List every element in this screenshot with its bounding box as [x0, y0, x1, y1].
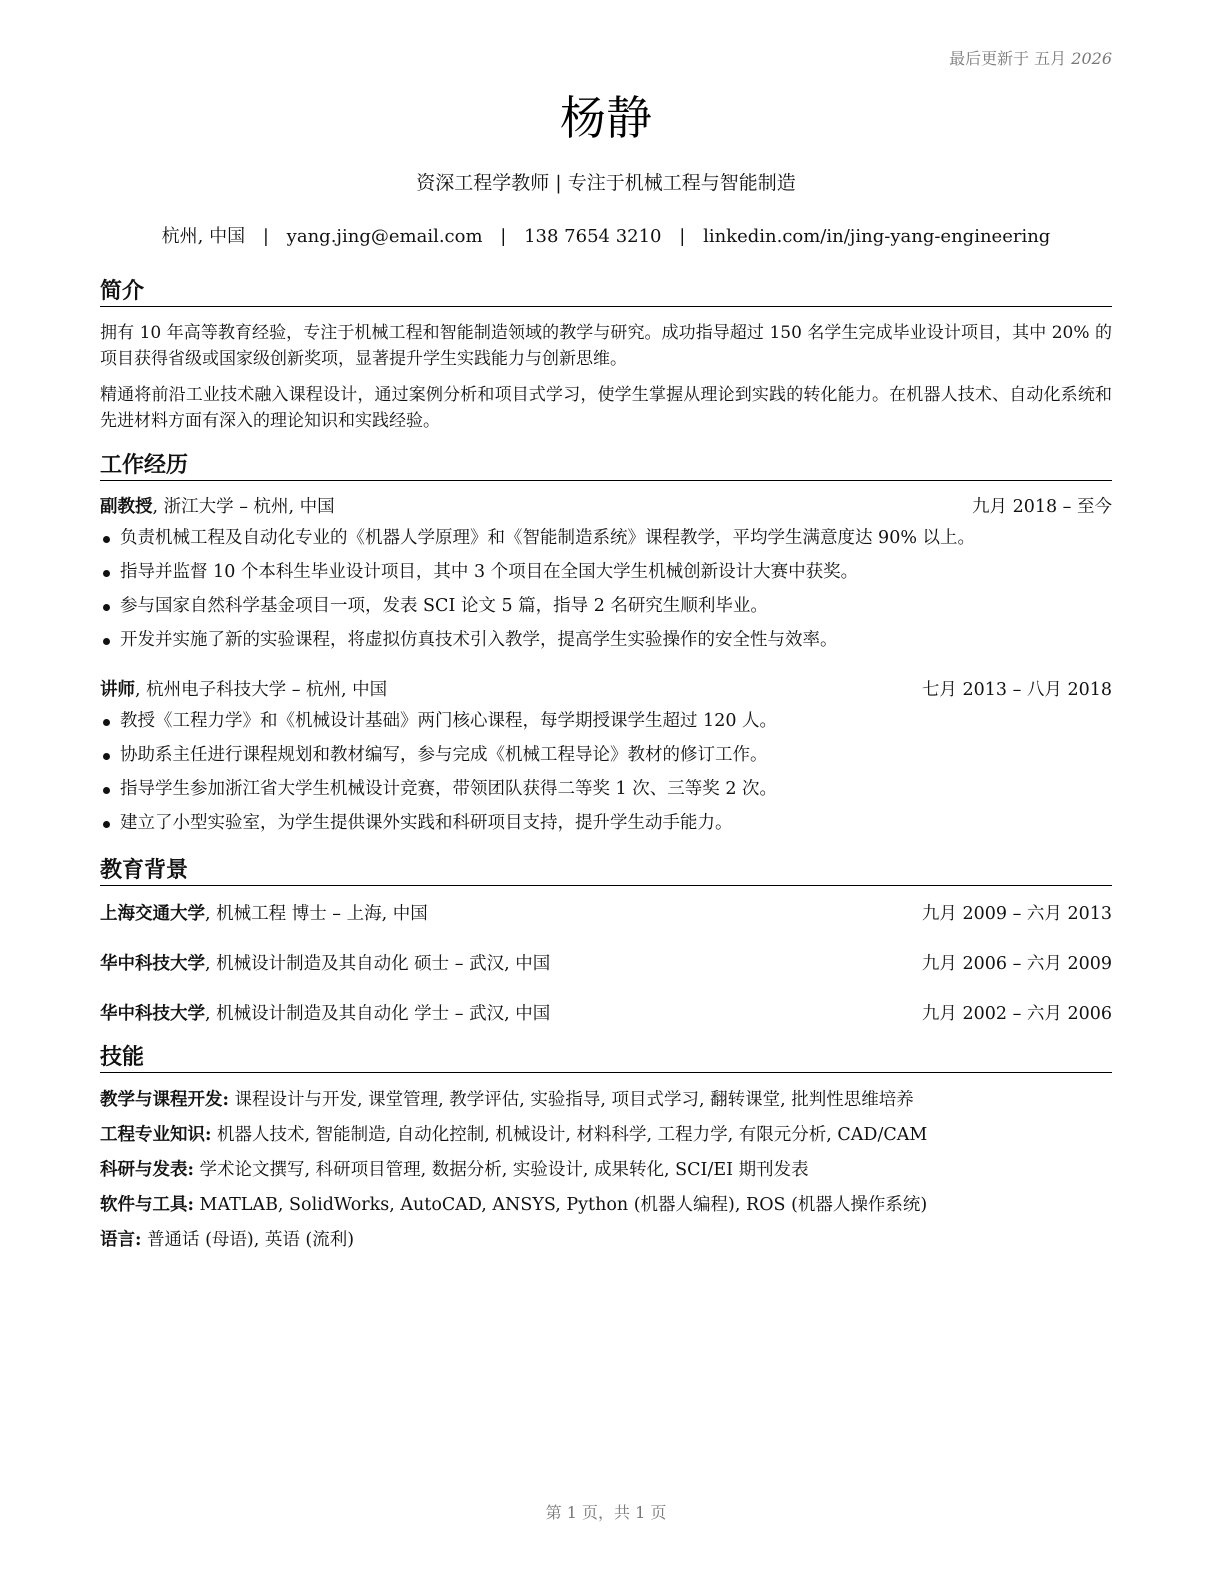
skill-label: 教学与课程开发:	[100, 1090, 229, 1110]
job-role: 讲师	[100, 680, 135, 700]
tagline: 资深工程学教师 | 专注于机械工程与智能制造	[416, 172, 796, 194]
section-title: 简介	[100, 278, 1112, 307]
skill-row	[100, 1087, 1112, 1122]
last-updated	[949, 46, 1112, 69]
contact-separator: |	[679, 226, 686, 247]
job-header	[100, 494, 1112, 520]
contact-line	[100, 224, 1112, 250]
skills-list	[100, 1087, 1112, 1262]
job-entry	[100, 494, 1112, 661]
contact-email[interactable]: yang.jing@email.com	[286, 226, 483, 247]
skill-value: 学术论文撰写, 科研项目管理, 数据分析, 实验设计, 成果转化, SCI/EI 期刊发表	[193, 1160, 809, 1180]
degree-detail: , 机械工程 博士 – 上海, 中国	[205, 904, 428, 924]
contact-location: 杭州, 中国	[161, 226, 246, 247]
skill-value: MATLAB, SolidWorks, AutoCAD, ANSYS, Python (机器人编程), ROS (机器人操作系统)	[193, 1195, 928, 1215]
job-header	[100, 677, 1112, 703]
education-line	[100, 951, 550, 977]
contact-phone: 138 7654 3210	[524, 226, 662, 247]
school-name: 华中科技大学	[100, 954, 205, 974]
candidate-name: 杨静	[560, 91, 652, 145]
contact-linkedin[interactable]: linkedin.com/in/jing-yang-engineering	[703, 226, 1051, 247]
degree-detail: , 机械设计制造及其自动化 学士 – 武汉, 中国	[205, 1004, 551, 1024]
bullet-item: 开发并实施了新的实验课程，将虚拟仿真技术引入教学，提高学生实验操作的安全性与效率。	[100, 627, 1112, 661]
job-title-line	[100, 677, 387, 703]
page-footer: 第 1 页，共 1 页	[545, 1503, 667, 1522]
job-dates: 七月 2013 – 八月 2018	[921, 680, 1112, 700]
education-section	[100, 857, 1112, 1027]
resume-page	[100, 0, 1112, 1584]
education-line	[100, 901, 428, 927]
education-item	[100, 901, 1112, 927]
skill-row	[100, 1122, 1112, 1157]
bullet-item: 指导并监督 10 个本科生毕业设计项目，其中 3 个项目在全国大学生机械创新设计大赛中获奖。	[100, 559, 1112, 593]
skill-value: 普通话 (母语), 英语 (流利)	[141, 1230, 355, 1250]
skill-label: 软件与工具:	[100, 1195, 194, 1215]
skills-section	[100, 1044, 1112, 1262]
section-title: 工作经历	[100, 452, 1112, 481]
last-updated-year: 2026	[1071, 49, 1112, 68]
section-title: 教育背景	[100, 857, 1112, 886]
skill-value: 机器人技术, 智能制造, 自动化控制, 机械设计, 材料科学, 工程力学, 有限元分析, CAD/CAM	[211, 1125, 928, 1145]
education-dates: 九月 2009 – 六月 2013	[921, 904, 1112, 924]
bullet-item: 指导学生参加浙江省大学生机械设计竞赛，带领团队获得二等奖 1 次、三等奖 2 次。	[100, 776, 1112, 810]
job-title-line	[100, 494, 335, 520]
summary-paragraph: 精通将前沿工业技术融入课程设计，通过案例分析和项目式学习，使学生掌握从理论到实践的转化能力。在机器人技术、自动化系统和先进材料方面有深入的理论知识和实践经验。	[100, 385, 1112, 431]
job-bullets	[100, 708, 1112, 844]
education-dates: 九月 2002 – 六月 2006	[921, 1004, 1112, 1024]
bullet-item: 参与国家自然科学基金项目一项，发表 SCI 论文 5 篇，指导 2 名研究生顺利毕业。	[100, 593, 1112, 627]
bullet-item: 建立了小型实验室，为学生提供课外实践和科研项目支持，提升学生动手能力。	[100, 810, 1112, 844]
bullet-item: 教授《工程力学》和《机械设计基础》两门核心课程，每学期授课学生超过 120 人。	[100, 708, 1112, 742]
education-item	[100, 1001, 1112, 1027]
skill-value: 课程设计与开发, 课堂管理, 教学评估, 实验指导, 项目式学习, 翻转课堂, 批判性思维培养	[228, 1090, 914, 1110]
skill-label: 语言:	[100, 1230, 142, 1250]
skill-label: 科研与发表:	[100, 1160, 194, 1180]
job-entry	[100, 677, 1112, 844]
skill-label: 工程专业知识:	[100, 1125, 212, 1145]
skill-row	[100, 1192, 1112, 1227]
school-name: 上海交通大学	[100, 904, 205, 924]
skill-row	[100, 1227, 1112, 1262]
job-dates: 九月 2018 – 至今	[972, 497, 1112, 517]
contact-separator: |	[500, 226, 507, 247]
experience-section	[100, 452, 1112, 844]
education-dates: 九月 2006 – 六月 2009	[921, 954, 1112, 974]
job-org: , 浙江大学 – 杭州, 中国	[152, 497, 335, 517]
summary-paragraph: 拥有 10 年高等教育经验，专注于机械工程和智能制造领域的教学与研究。成功指导超过 150 名学生完成毕业设计项目，其中 20% 的项目获得省级或国家级创新奖项，显著提升学生实践能力与创新思维。	[100, 323, 1112, 369]
summary-section	[100, 278, 1112, 434]
job-org: , 杭州电子科技大学 – 杭州, 中国	[135, 680, 388, 700]
contact-separator: |	[262, 226, 269, 247]
education-item	[100, 951, 1112, 977]
job-bullets	[100, 525, 1112, 661]
bullet-item: 负责机械工程及自动化专业的《机器人学原理》和《智能制造系统》课程教学，平均学生满意度达 90% 以上。	[100, 525, 1112, 559]
section-title: 技能	[100, 1044, 1112, 1073]
skill-row	[100, 1157, 1112, 1192]
bullet-item: 协助系主任进行课程规划和教材编写，参与完成《机械工程导论》教材的修订工作。	[100, 742, 1112, 776]
school-name: 华中科技大学	[100, 1004, 205, 1024]
job-role: 副教授	[100, 497, 153, 517]
education-line	[100, 1001, 550, 1027]
last-updated-label: 最后更新于 五月	[949, 49, 1067, 68]
degree-detail: , 机械设计制造及其自动化 硕士 – 武汉, 中国	[205, 954, 551, 974]
